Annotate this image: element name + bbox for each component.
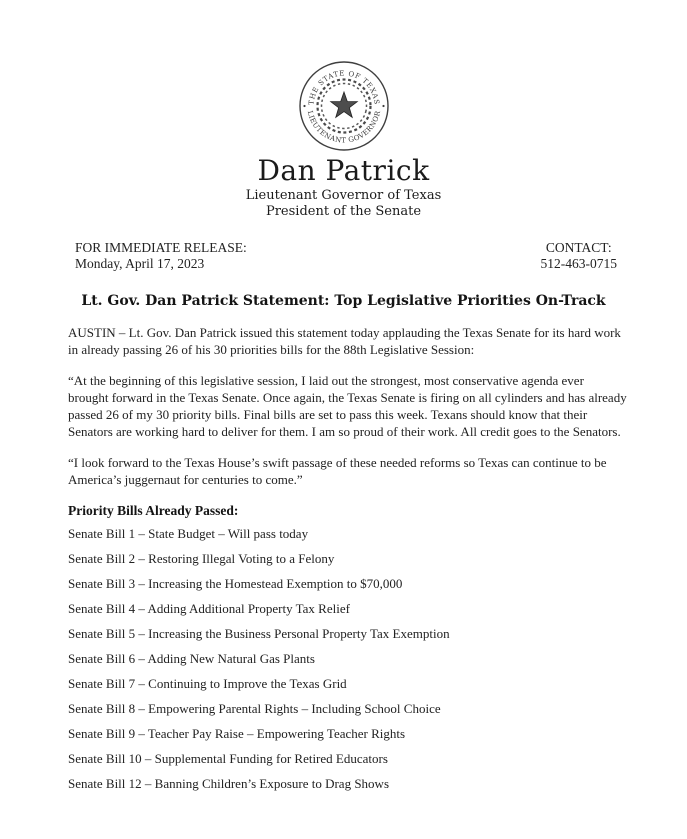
seal-left-dot bbox=[303, 105, 305, 107]
seal-top-text: THE STATE OF TEXAS bbox=[306, 69, 381, 106]
bill-item-sb5: Senate Bill 5 – Increasing the Business Personal Property Tax Exemption bbox=[68, 626, 450, 641]
bill-item-sb10: Senate Bill 10 – Supplemental Funding for Retired Educators bbox=[68, 751, 388, 766]
release-block bbox=[75, 240, 247, 272]
release-label: FOR IMMEDIATE RELEASE: bbox=[75, 240, 247, 255]
paragraph-quote-1: “At the beginning of this legislative session, I laid out the strongest, most conservative agenda ever brought forward in the Texas Senate. Once again, the Texas Senate is firing on all cylinders and has already passed 26 of my 30 priority bills. Final bills are set to pass this week. Texans should know that their Senators are working hard to deliver for them. I am so proud of their work. All credit goes to the Senators. bbox=[68, 373, 627, 439]
bill-item-sb7: Senate Bill 7 – Continuing to Improve the Texas Grid bbox=[68, 676, 347, 691]
seal-star-icon bbox=[330, 92, 357, 117]
bill-item-sb1: Senate Bill 1 – State Budget – Will pass today bbox=[68, 526, 309, 541]
seal-right-dot bbox=[382, 105, 384, 107]
release-date: Monday, April 17, 2023 bbox=[75, 256, 205, 271]
author-title-line1: Lieutenant Governor of Texas bbox=[245, 188, 442, 203]
paragraph-austin-lede: AUSTIN – Lt. Gov. Dan Patrick issued this statement today applauding the Texas Senate for its hard work in already passing 26 of his 30 priorities bills for the 88th Legislative Session: bbox=[68, 325, 621, 357]
bills-list-heading: Priority Bills Already Passed: bbox=[68, 503, 239, 518]
bills-list bbox=[68, 525, 627, 792]
statement-body bbox=[0, 324, 687, 792]
bill-item-sb12: Senate Bill 12 – Banning Children’s Exposure to Drag Shows bbox=[68, 776, 390, 791]
bill-item-sb2: Senate Bill 2 – Restoring Illegal Voting to a Felony bbox=[68, 551, 335, 566]
bill-item-sb6: Senate Bill 6 – Adding New Natural Gas Plants bbox=[68, 651, 315, 666]
bill-item-sb8: Senate Bill 8 – Empowering Parental Rights – Including School Choice bbox=[68, 701, 441, 716]
bill-item-sb3: Senate Bill 3 – Increasing the Homestead Exemption to $70,000 bbox=[68, 576, 403, 591]
contact-label: CONTACT: bbox=[545, 240, 612, 255]
author-title-line2: President of the Senate bbox=[265, 204, 422, 219]
bill-item-sb4: Senate Bill 4 – Adding Additional Property Tax Relief bbox=[68, 601, 350, 616]
texas-state-seal-icon bbox=[298, 60, 390, 152]
contact-phone: 512-463-0715 bbox=[540, 256, 617, 271]
statement-headline: Lt. Gov. Dan Patrick Statement: Top Legislative Priorities On-Track bbox=[81, 293, 606, 309]
paragraph-quote-2: “I look forward to the Texas House’s swift passage of these needed reforms so Texas can continue to be America’s juggernaut for centuries to come.” bbox=[68, 455, 607, 487]
seal-bottom-text: LIEUTENANT GOVERNOR bbox=[305, 109, 382, 145]
contact-block bbox=[541, 240, 618, 272]
author-name: Dan Patrick bbox=[257, 154, 430, 187]
bill-item-sb9: Senate Bill 9 – Teacher Pay Raise – Empowering Teacher Rights bbox=[68, 726, 406, 741]
lieutenant-governor-seal bbox=[298, 60, 390, 152]
release-info-row bbox=[0, 240, 687, 272]
